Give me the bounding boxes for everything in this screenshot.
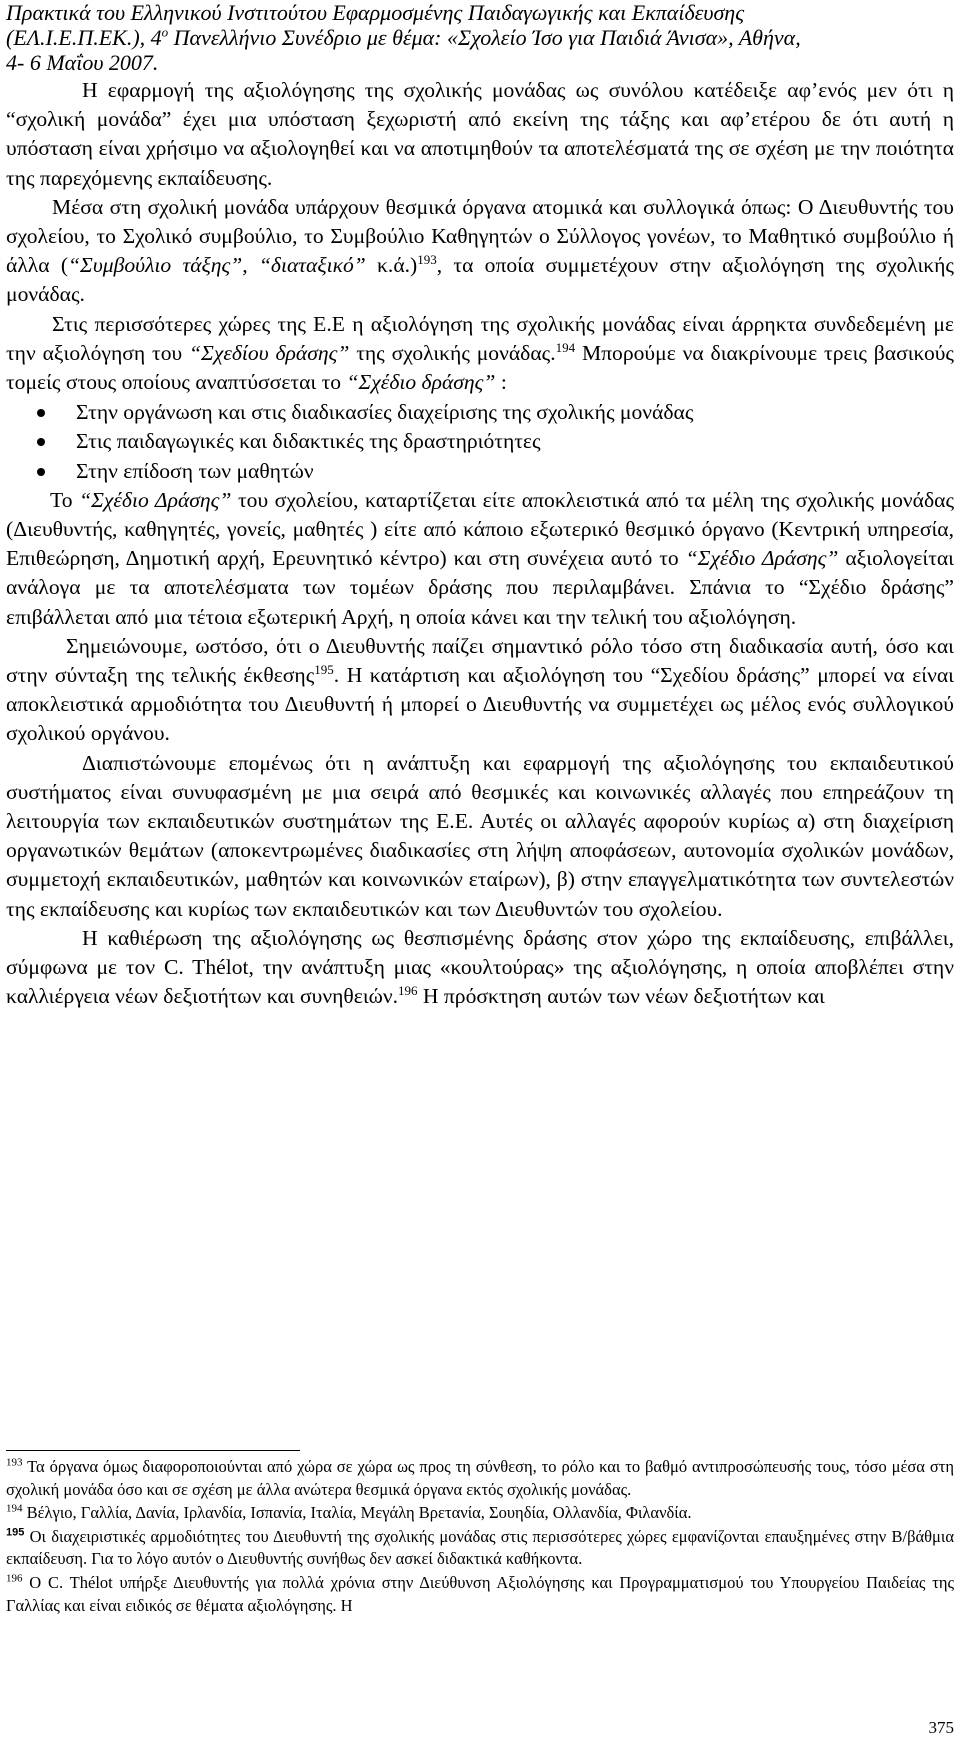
footnote-ref-196[interactable]: 196 (398, 983, 418, 999)
bullet-icon (37, 438, 45, 446)
bullet-icon (37, 468, 45, 476)
footnote-196: $^{196}$ Ο C. Thélot υπήρξε Διευθυντής για πολλά χρόνια στην Διεύθυνση Αξιολόγησης και Προγραμματισμού του Υπουργείου Παιδείας της Γαλλίας και είναι ειδικός σε θέματα αξιολόγησης. Η (6, 1572, 954, 1615)
footnote-divider (6, 1450, 300, 1451)
paragraph-3: Στις περισσότερες χώρες της Ε.Ε η αξιολόγηση της σχολικής μονάδας είναι άρρηκτα συνδεδεμένη με την αξιολόγηση του “Σχεδίου δράσης” της σχολικής μονάδας.$^{194}$ Μπορούμε να διακρίνουμε τρεις βασικούς τομείς στους οποίους αναπτύσσεται το “Σχέδιο δράσης” : (6, 311, 954, 395)
footnote-ref-195[interactable]: 195 (314, 661, 334, 677)
header-line-1: Πρακτικά του Ελληνικού Ινστιτούτου Εφαρμοσμένης Παιδαγωγικής και Εκπαίδευσης (6, 0, 745, 25)
footnote-193: $^{193}$ Τα όργανα όμως διαφοροποιούνται από χώρα σε χώρα ως προς τη σύνθεση, το ρόλο και το βαθμό αντιπροσώπευσής τους, τόσο μέσα στη σχολική μονάδα όσο και σε σχέση με άλλα ανώτερα θεσμικά όργανα εκτός σχολικής μονάδας. (6, 1456, 954, 1499)
header-line-2: (ΕΛ.Ι.Ε.Π.ΕΚ.), $4^o$ Πανελλήνιο Συνέδριο με θέμα: «Σχολείο Ίσο για Παιδιά Άνισα», Αθήνα, (6, 24, 801, 50)
paragraph-6: Διαπιστώνουμε επομένως ότι η ανάπτυξη και εφαρμογή της αξιολόγησης του εκπαιδευτικού συστήματος είναι συνυφασμένη με μια σειρά από θεσμικές και κοινωνικές αλλαγές που επηρεάζουν τη λειτουργία των εκπαιδευτικών συστημάτων της Ε.Ε. Αυτές οι αλλαγές αφορούν κυρίως α) στη διαχείριση οργανωτικών θεμάτων (αποκεντρωμένες διαδικασίες στη λήψη αποφάσεων, αυτονομία σχολικών μονάδων, συμμετοχή εκπαιδευτικών, μαθητών και κοινωνικών εταίρων), β) στην επαγγελματικότητα των συντελεστών της εκπαίδευσης και κυρίως των εκπαιδευτικών και των Διευθυντών του σχολείου. (6, 750, 954, 921)
page-number: 375 (928, 1718, 954, 1737)
footnotes (6, 1456, 954, 1618)
footnote-194: $^{194}$ Βέλγιο, Γαλλία, Δανία, Ιρλανδία, Ισπανία, Ιταλία, Μεγάλη Βρετανία, Σουηδία, Ολλανδία, Φιλανδία. (6, 1502, 692, 1523)
paragraph-4: Το “Σχέδιο Δράσης” του σχολείου, καταρτίζεται είτε αποκλειστικά από τα μέλη της σχολικής μονάδας (Διευθυντής, καθηγητές, γονείς, μαθητές ) είτε από κάποιο εξωτερικό θεσμικό όργανο (Κεντρική υπηρεσία, Επιθεώρηση, Δημοτική αρχή, Ερευνητικό κέντρο) και στη συνέχεια αυτό το “Σχέδιο Δράσης” αξιολογείται ανάλογα με τα αποτελέσματα των τομέων δράσης που περιλαμβάνει. Σπάνια το “Σχέδιο δράσης” επιβάλλεται από μια τέτοια εξωτερική Αρχή, η οποία κάνει και την τελική του αξιολόγηση. (6, 487, 955, 629)
paragraph-7: Η καθιέρωση της αξιολόγησης ως θεσπισμένης δράσης στον χώρο της εκπαίδευσης, επιβάλλει, σύμφωνα με τον C. Thélot, την ανάπτυξη μιας «κουλτούρας» της αξιολόγησης, η οποία αποβλέπει στην καλλιέργεια νέων δεξιοτήτων και συνηθειών.$^{196}$ Η πρόσκτηση αυτών των νέων δεξιοτήτων και (6, 925, 954, 1009)
list-item: Στις παιδαγωγικές και διδακτικές της δραστηριότητες (6, 427, 954, 456)
list-item: Στην επίδοση των μαθητών (6, 457, 954, 486)
footnote-195: $^{195}$ Οι διαχειριστικές αρμοδιότητες του Διευθυντή της σχολικής μονάδας στις περισσότερες χώρες εμφανίζονται επαυξημένες στην Β/βάθμια εκπαίδευση. Για το λόγο αυτόν ο Διευθυντής συνήθως δεν ασκεί διδακτικά καθήκοντα. (6, 1526, 954, 1569)
paragraph-1: Η εφαρμογή της αξιολόγησης της σχολικής μονάδας ως συνόλου κατέδειξε αφ’ενός μεν ότι η “σχολική μονάδα” έχει μια υπόσταση ξεχωριστή από εκείνη της τάξης και αφ’ετέρου δε ότι αυτή η υπόσταση είναι χρήσιμο να αξιολογηθεί και να αποτιμηθούν τα αποτελέσματά της σε σχέση με την ποιότητα της παρεχόμενης εκπαίδευσης. (6, 78, 954, 190)
paragraph-2: Μέσα στη σχολική μονάδα υπάρχουν θεσμικά όργανα ατομικά και συλλογικά όπως: Ο Διευθυντής του σχολείου, το Σχολικό συμβούλιο, το Συμβούλιο Καθηγητών ο Σύλλογος γονέων, το Μαθητικό συμβούλιο ή άλλα (“Συμβούλιο τάξης”, “διαταξικό” κ.ά.)$^{193}$, τα οποία συμμετέχουν στην αξιολόγηση της σχολικής μονάδας. (6, 194, 954, 307)
footnote-ref-194[interactable]: 194 (555, 339, 576, 355)
body-text (6, 76, 954, 1012)
header-line-3: 4- 6 Μαΐου 2007. (6, 50, 159, 75)
proceedings-header (6, 0, 954, 75)
bullet-icon (37, 409, 45, 417)
list-item: Στην οργάνωση και στις διαδικασίες διαχείρισης της σχολικής μονάδας (6, 398, 954, 427)
bullet-list (6, 398, 954, 486)
paragraph-5: Σημειώνουμε, ωστόσο, ότι ο Διευθυντής παίζει σημαντικό ρόλο τόσο στη διαδικασία αυτή, όσο και στην σύνταξη της τελικής έκθεσης$^{195}$. Η κατάρτιση και αξιολόγηση του “Σχεδίου δράσης” μπορεί να είναι αποκλειστικά αρμοδιότητα του Διευθυντή ή μπορεί ο Διευθυντής να συμμετέχει ως μέλος ενός συλλογικού σχολικού οργάνου. (6, 633, 954, 746)
footnote-ref-193[interactable]: 193 (417, 252, 437, 268)
